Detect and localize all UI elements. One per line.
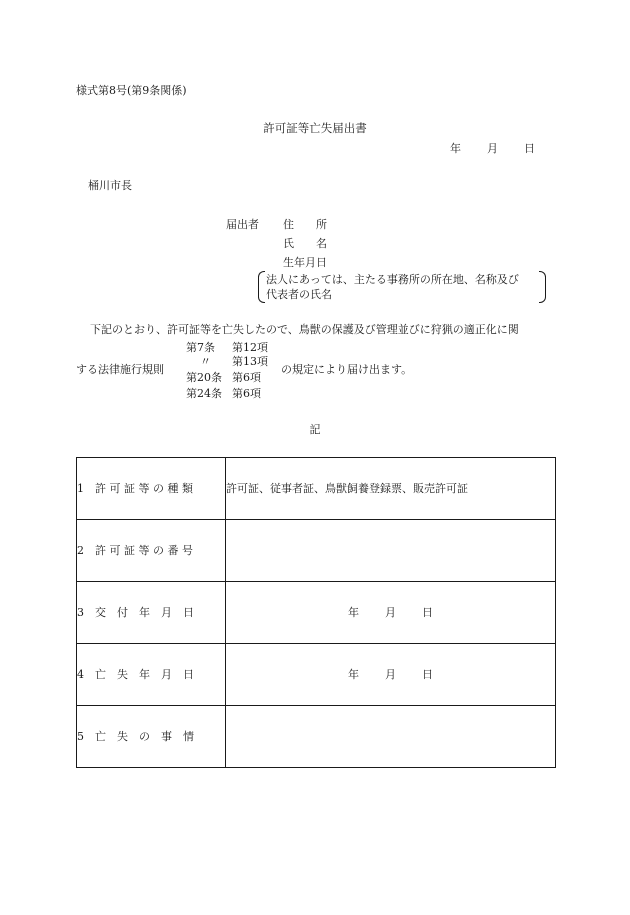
row-label-text: 亡 失 の 事 情: [95, 730, 194, 743]
left-bracket: [258, 271, 265, 303]
right-bracket: [539, 271, 546, 303]
date-year-label: 年: [450, 142, 461, 155]
loss-date-value[interactable]: [226, 644, 556, 706]
row-number: 4: [77, 668, 84, 681]
row-number: 1: [77, 482, 84, 495]
address-label: 住 所: [283, 218, 327, 231]
license-number-value[interactable]: [226, 520, 556, 582]
row-label: [77, 706, 226, 768]
date-day-label: 日: [422, 668, 433, 681]
row-number: 2: [77, 544, 84, 557]
date-day-label: 日: [524, 142, 535, 155]
row-label: [77, 520, 226, 582]
corporate-note-line2: 代表者の氏名: [266, 288, 332, 301]
table-row: [77, 520, 556, 582]
row-label-text: 亡 失 年 月 日: [95, 668, 194, 681]
applicant-label: 届出者: [226, 218, 259, 231]
loss-circumstances-value[interactable]: [226, 706, 556, 768]
clause-2: 第13項: [232, 355, 268, 368]
form-number: 様式第8号(第9条関係): [76, 84, 187, 97]
date-month-label: 月: [385, 668, 396, 681]
date-year-label: 年: [348, 668, 359, 681]
issue-date-value[interactable]: [226, 582, 556, 644]
row-label-text: 許 可 証 等 の 番 号: [95, 544, 193, 557]
corporate-note-line1: 法人にあっては、主たる事務所の所在地、名称及び: [266, 273, 519, 286]
row-label-text: 許 可 証 等 の 種 類: [95, 482, 193, 495]
body-text-line1: 下記のとおり、許可証等を亡失したので、鳥獣の保護及び管理並びに狩猟の適正化に関: [90, 323, 519, 336]
row-number: 3: [77, 606, 84, 619]
row-label-text: 交 付 年 月 日: [95, 606, 194, 619]
row-label: [77, 458, 226, 520]
row-label: [77, 582, 226, 644]
date-month-label: 月: [487, 142, 498, 155]
document-title: 許可証等亡失届出書: [263, 121, 367, 135]
ki-heading: 記: [309, 423, 321, 436]
addressee: 桶川市長: [88, 179, 132, 192]
article-2: 〃: [200, 355, 211, 368]
table-row: [77, 644, 556, 706]
body-text-line2-prefix: する法律施行規則: [76, 363, 164, 376]
corporate-note: [258, 271, 546, 303]
clause-3: 第6項: [232, 371, 261, 384]
row-number: 5: [77, 730, 84, 743]
license-type-value[interactable]: 許可証、従事者証、鳥獣飼養登録票、販売許可証: [226, 458, 556, 520]
submission-date: [450, 143, 535, 154]
article-1: 第7条: [186, 341, 215, 354]
table-row: [77, 582, 556, 644]
article-3: 第20条: [186, 371, 222, 384]
date-year-label: 年: [348, 606, 359, 619]
name-label: 氏 名: [283, 237, 327, 250]
details-table: [76, 457, 556, 768]
article-4: 第24条: [186, 387, 222, 400]
row-label: [77, 644, 226, 706]
date-day-label: 日: [422, 606, 433, 619]
body-text-line2-suffix: の規定により届け出ます。: [281, 363, 413, 376]
clause-4: 第6項: [232, 387, 261, 400]
birthdate-label: 生年月日: [283, 256, 327, 269]
date-month-label: 月: [385, 606, 396, 619]
table-row: [77, 706, 556, 768]
table-row: [77, 458, 556, 520]
clause-1: 第12項: [232, 341, 268, 354]
